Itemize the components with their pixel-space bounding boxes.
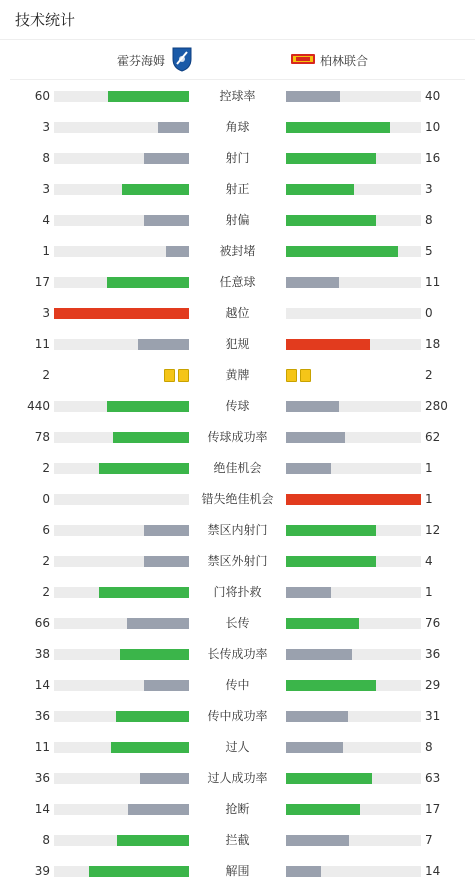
stat-row: [0, 825, 475, 856]
away-value: 1: [425, 461, 433, 475]
page-title: 技术统计: [15, 11, 76, 29]
home-yellow-cards: [164, 369, 189, 382]
home-bar-fill: [107, 401, 189, 412]
home-bar-fill: [117, 835, 189, 846]
stat-row: [0, 143, 475, 174]
away-bar-fill: [286, 401, 339, 412]
away-bar-track: [286, 184, 421, 195]
stat-row: [0, 112, 475, 143]
page-header: [0, 0, 475, 40]
away-value: 36: [425, 647, 441, 661]
home-value: 6: [42, 523, 50, 537]
away-value: 8: [425, 213, 433, 227]
away-bar-fill: [286, 246, 398, 257]
home-bar-fill: [138, 339, 189, 350]
stat-row: [0, 298, 475, 329]
home-bar-track: [54, 680, 189, 691]
away-bar-track: [286, 556, 421, 567]
away-bar-track: [286, 773, 421, 784]
stat-label: 越位: [225, 306, 250, 320]
home-bar-track: [54, 587, 189, 598]
home-bar-fill: [128, 804, 189, 815]
home-value: 66: [34, 616, 50, 630]
away-bar-track: [286, 711, 421, 722]
home-bar-track: [54, 339, 189, 350]
away-value: 7: [425, 833, 433, 847]
stat-row: [0, 453, 475, 484]
away-bar-fill: [286, 122, 390, 133]
away-value: 1: [425, 492, 433, 506]
away-bar-fill: [286, 463, 331, 474]
home-bar-fill: [116, 711, 189, 722]
away-bar-fill: [286, 153, 376, 164]
away-team[interactable]: [291, 40, 368, 80]
stat-row: [0, 670, 475, 701]
away-bar-fill: [286, 277, 339, 288]
stat-label: 射门: [225, 151, 250, 165]
stat-row: [0, 422, 475, 453]
away-bar-track: [286, 153, 421, 164]
stat-label: 传中成功率: [207, 709, 268, 723]
away-value: 1: [425, 585, 433, 599]
home-team-name: 霍芬海姆: [116, 53, 165, 68]
stat-row: [0, 236, 475, 267]
stat-row: [0, 329, 475, 360]
away-value: 29: [425, 678, 441, 692]
stat-label: 传球成功率: [207, 430, 268, 444]
home-value: 2: [42, 368, 50, 382]
away-value: 62: [425, 430, 441, 444]
stat-label: 黄牌: [225, 368, 250, 382]
home-bar-track: [54, 277, 189, 288]
home-value: 3: [42, 306, 50, 320]
home-bar-fill: [122, 184, 190, 195]
stat-label: 传中: [225, 678, 250, 692]
away-bar-fill: [286, 866, 321, 877]
home-value: 39: [34, 864, 50, 878]
away-bar-track: [286, 742, 421, 753]
away-value: 5: [425, 244, 433, 258]
home-bar-fill: [144, 556, 189, 567]
home-bar-track: [54, 835, 189, 846]
home-value: 2: [42, 585, 50, 599]
away-value: 12: [425, 523, 441, 537]
home-bar-track: [54, 401, 189, 412]
home-bar-track: [54, 804, 189, 815]
home-bar-track: [54, 246, 189, 257]
home-bar-track: [54, 618, 189, 629]
stat-row: [0, 81, 475, 112]
home-bar-track: [54, 463, 189, 474]
stat-row: [0, 205, 475, 236]
stat-row: [0, 639, 475, 670]
stat-label: 过人: [225, 740, 250, 754]
away-value: 76: [425, 616, 441, 630]
away-bar-track: [286, 432, 421, 443]
away-bar-track: [286, 587, 421, 598]
away-bar-track: [286, 835, 421, 846]
home-team[interactable]: [117, 40, 193, 80]
home-bar-fill: [120, 649, 189, 660]
home-bar-fill: [99, 463, 189, 474]
home-bar-track: [54, 308, 189, 319]
away-bar-fill: [286, 215, 376, 226]
stat-label: 长传: [225, 616, 250, 630]
away-bar-track: [286, 91, 421, 102]
home-bar-fill: [113, 432, 189, 443]
away-bar-fill: [286, 835, 349, 846]
home-bar-fill: [107, 277, 189, 288]
away-value: 4: [425, 554, 433, 568]
home-value: 14: [34, 802, 50, 816]
stat-label: 拦截: [225, 833, 250, 847]
away-bar-fill: [286, 680, 376, 691]
stat-row: [0, 794, 475, 825]
home-value: 8: [42, 833, 50, 847]
home-bar-fill: [111, 742, 189, 753]
yellow-card-icon: [286, 369, 297, 382]
away-value: 18: [425, 337, 441, 351]
away-value: 8: [425, 740, 433, 754]
home-bar-track: [54, 494, 189, 505]
home-value: 3: [42, 182, 50, 196]
away-bar-fill: [286, 184, 354, 195]
home-value: 440: [27, 399, 50, 413]
home-value: 2: [42, 461, 50, 475]
stat-label: 绝佳机会: [213, 461, 262, 475]
stat-row: [0, 763, 475, 794]
yellow-card-icon: [300, 369, 311, 382]
away-value: 14: [425, 864, 441, 878]
teams-header: [10, 40, 465, 80]
home-value: 0: [42, 492, 50, 506]
away-bar-track: [286, 494, 421, 505]
away-bar-track: [286, 339, 421, 350]
away-bar-fill: [286, 525, 376, 536]
stat-row: [0, 608, 475, 639]
stat-row: [0, 515, 475, 546]
home-value: 14: [34, 678, 50, 692]
away-bar-track: [286, 618, 421, 629]
away-value: 0: [425, 306, 433, 320]
stat-row: [0, 856, 475, 887]
away-bar-track: [286, 308, 421, 319]
away-value: 3: [425, 182, 433, 196]
away-value: 2: [425, 368, 433, 382]
away-bar-fill: [286, 587, 331, 598]
home-bar-track: [54, 649, 189, 660]
away-yellow-cards: [286, 369, 311, 382]
home-bar-track: [54, 184, 189, 195]
home-value: 78: [34, 430, 50, 444]
home-value: 11: [34, 337, 50, 351]
home-value: 60: [34, 89, 50, 103]
away-bar-fill: [286, 711, 348, 722]
home-bar-track: [54, 556, 189, 567]
stat-label: 传球: [225, 399, 250, 413]
home-value: 1: [42, 244, 50, 258]
home-bar-fill: [89, 866, 189, 877]
home-value: 2: [42, 554, 50, 568]
away-bar-track: [286, 215, 421, 226]
stat-row: [0, 701, 475, 732]
away-value: 16: [425, 151, 441, 165]
home-bar-fill: [144, 153, 189, 164]
stat-label: 任意球: [219, 275, 256, 289]
home-value: 3: [42, 120, 50, 134]
away-bar-fill: [286, 339, 370, 350]
away-value: 63: [425, 771, 441, 785]
stat-label: 禁区外射门: [207, 554, 268, 568]
home-bar-fill: [140, 773, 189, 784]
stat-row: [0, 577, 475, 608]
away-bar-fill: [286, 618, 359, 629]
away-bar-fill: [286, 556, 376, 567]
home-bar-track: [54, 742, 189, 753]
home-bar-track: [54, 866, 189, 877]
away-bar-fill: [286, 432, 345, 443]
away-bar-track: [286, 866, 421, 877]
home-bar-track: [54, 91, 189, 102]
home-value: 17: [34, 275, 50, 289]
home-bar-track: [54, 122, 189, 133]
stat-label: 解围: [225, 864, 250, 878]
home-bar-fill: [99, 587, 189, 598]
away-bar-fill: [286, 649, 352, 660]
away-bar-fill: [286, 804, 360, 815]
stat-row: [0, 391, 475, 422]
stat-label: 错失绝佳机会: [201, 492, 274, 506]
away-value: 10: [425, 120, 441, 134]
stat-row: [0, 267, 475, 298]
stat-label: 角球: [225, 120, 250, 134]
away-value: 40: [425, 89, 441, 103]
stat-label: 射偏: [225, 213, 250, 227]
away-bar-fill: [286, 91, 340, 102]
home-bar-track: [54, 215, 189, 226]
home-bar-fill: [144, 680, 189, 691]
away-bar-fill: [286, 742, 343, 753]
home-bar-track: [54, 153, 189, 164]
home-value: 8: [42, 151, 50, 165]
home-value: 36: [34, 709, 50, 723]
away-value: 31: [425, 709, 441, 723]
home-value: 4: [42, 213, 50, 227]
away-bar-track: [286, 680, 421, 691]
hoffenheim-crest-icon: [171, 46, 193, 75]
home-bar-track: [54, 773, 189, 784]
stat-label: 长传成功率: [207, 647, 268, 661]
away-bar-fill: [286, 494, 421, 505]
away-value: 280: [425, 399, 448, 413]
away-bar-track: [286, 246, 421, 257]
home-bar-fill: [144, 525, 189, 536]
home-bar-track: [54, 525, 189, 536]
away-value: 17: [425, 802, 441, 816]
union-berlin-crest-icon: [291, 52, 315, 69]
home-bar-fill: [166, 246, 189, 257]
stat-row: [0, 484, 475, 515]
stat-row: [0, 732, 475, 763]
stat-label: 过人成功率: [207, 771, 268, 785]
away-bar-track: [286, 804, 421, 815]
stat-row: [0, 360, 475, 391]
away-bar-track: [286, 649, 421, 660]
stat-label: 抢断: [225, 802, 250, 816]
home-value: 36: [34, 771, 50, 785]
away-bar-track: [286, 122, 421, 133]
home-bar-track: [54, 432, 189, 443]
stat-label: 被封堵: [219, 244, 256, 258]
home-value: 38: [34, 647, 50, 661]
away-value: 11: [425, 275, 441, 289]
stat-label: 犯规: [225, 337, 250, 351]
yellow-card-icon: [178, 369, 189, 382]
away-team-name: 柏林联合: [320, 53, 369, 68]
stat-row: [0, 174, 475, 205]
home-bar-fill: [54, 308, 189, 319]
stat-row: [0, 546, 475, 577]
stat-label: 禁区内射门: [207, 523, 268, 537]
away-bar-track: [286, 401, 421, 412]
stat-label: 射正: [225, 182, 250, 196]
home-bar-fill: [144, 215, 189, 226]
stat-label: 控球率: [219, 89, 256, 103]
home-bar-fill: [127, 618, 189, 629]
away-bar-track: [286, 277, 421, 288]
away-bar-fill: [286, 773, 372, 784]
away-bar-track: [286, 525, 421, 536]
stat-label: 门将扑救: [213, 585, 262, 599]
yellow-card-icon: [164, 369, 175, 382]
home-bar-track: [54, 711, 189, 722]
home-value: 11: [34, 740, 50, 754]
home-bar-fill: [108, 91, 189, 102]
away-bar-track: [286, 463, 421, 474]
home-bar-fill: [158, 122, 189, 133]
